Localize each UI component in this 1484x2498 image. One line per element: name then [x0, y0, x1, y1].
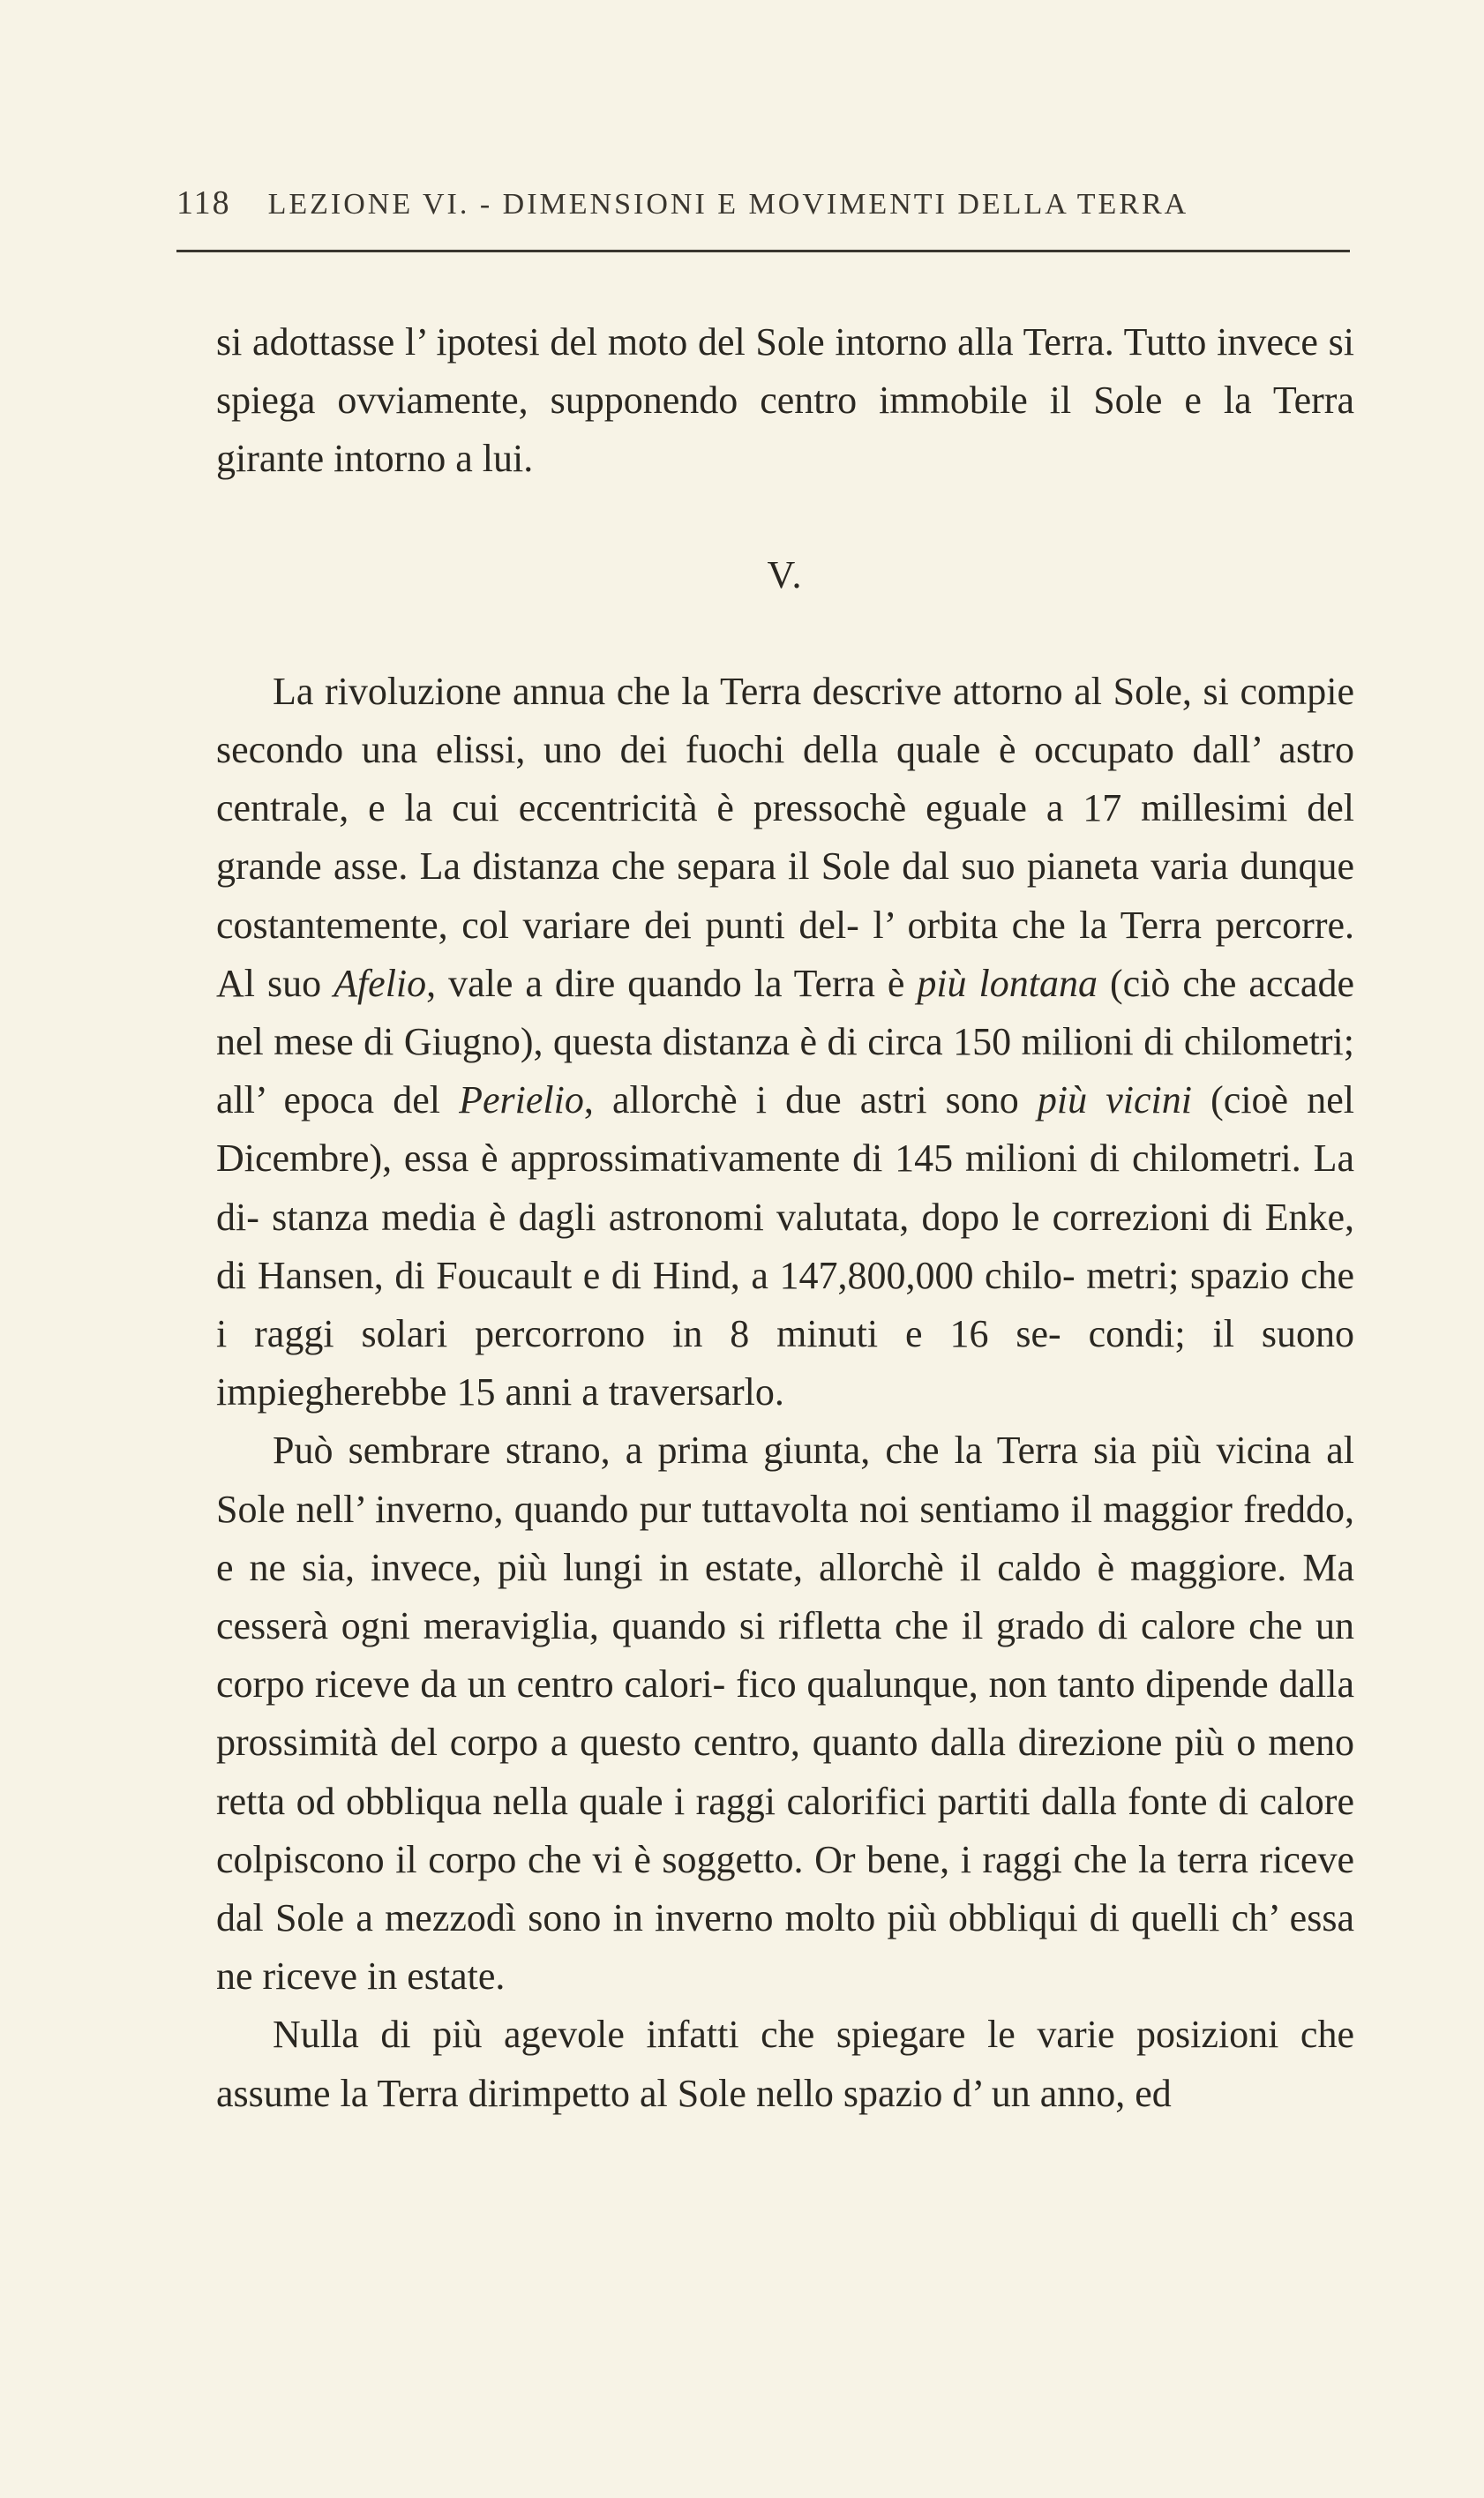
page-number: 118 — [176, 184, 231, 221]
text-run: (ciò che accade nel mese di Giugno), questa distanza è di circa 150 milioni di chilometri; all’ epoca del — [216, 961, 1354, 1122]
text-run: , allorchè i due astri sono — [583, 1078, 1038, 1122]
header-rule — [176, 250, 1350, 252]
paragraph-continuation: si adottasse l’ ipotesi del moto del Sole intorno alla Terra. Tutto invece si spiega ovviamente, supponendo centro immobile il Sole e la Terra girante intorno a lui. — [216, 320, 1354, 481]
running-title: LEZIONE VI. - DIMENSIONI E MOVIMENTI DELLA TERRA — [267, 188, 1189, 221]
italic-term-perielio: Perielio — [459, 1078, 584, 1122]
text-run: (cioè nel Dicembre), essa è approssimativamente di 145 milioni di chilometri. La di- stanza media è dagli astronomi valutata, dopo le correzioni di Enke, di Hansen, di Foucault e di Hind, a 147,800,000 chilo- metri; spazio che i raggi solari percorrono in 8 minuti e 16 se- condi; il suono impiegherebbe 15 anni a traversarlo. — [216, 1078, 1354, 1414]
text-run: , vale a dire quando la Terra è — [426, 961, 918, 1005]
section-number: V. — [767, 552, 804, 596]
italic-term-afelio: Afelio — [334, 961, 427, 1005]
text-run: La rivoluzione annua che la Terra descrive attorno al Sole, si compie secondo una elissi, uno dei fuochi della quale è occupato dall’ astro centrale, e la cui eccentricità è pressochè eguale a 17 millesimi del grande asse. La distanza che separa il Sole dal suo pianeta varia dunque costantemente, col variare dei punti del- l’ orbita che la Terra percorre. Al suo — [216, 669, 1354, 1005]
italic-term-piu-vicini: più vicini — [1037, 1078, 1193, 1122]
paragraph-revolution — [216, 663, 1354, 1422]
running-head — [176, 184, 1350, 236]
paragraph-positions: Nulla di più agevole infatti che spiegare le varie posizioni che assume la Terra dirimpetto al Sole nello spazio d’ un anno, ed — [216, 2013, 1354, 2115]
body-text — [216, 313, 1354, 2123]
paragraph-seasons: Può sembrare strano, a prima giunta, che la Terra sia più vicina al Sole nell’ inverno, quando pur tuttavolta noi sentiamo il maggior freddo, e ne sia, invece, più lungi in estate, allorchè il caldo è maggiore. Ma cesserà ogni meraviglia, quando si rifletta che il grado di calore che un corpo riceve da un centro calori- fico qualunque, non tanto dipende dalla prossimità del corpo a questo centro, quanto dalla direzione più o meno retta od obbliqua nella quale i raggi calorifici partiti dalla fonte di calore colpiscono il corpo che vi è soggetto. Or bene, i raggi che la terra riceve dal Sole a mezzodì sono in inverno molto più obbliqui di quelli ch’ essa ne riceve in estate. — [216, 1429, 1354, 1999]
italic-term-piu-lontana: più lontana — [917, 961, 1098, 1005]
